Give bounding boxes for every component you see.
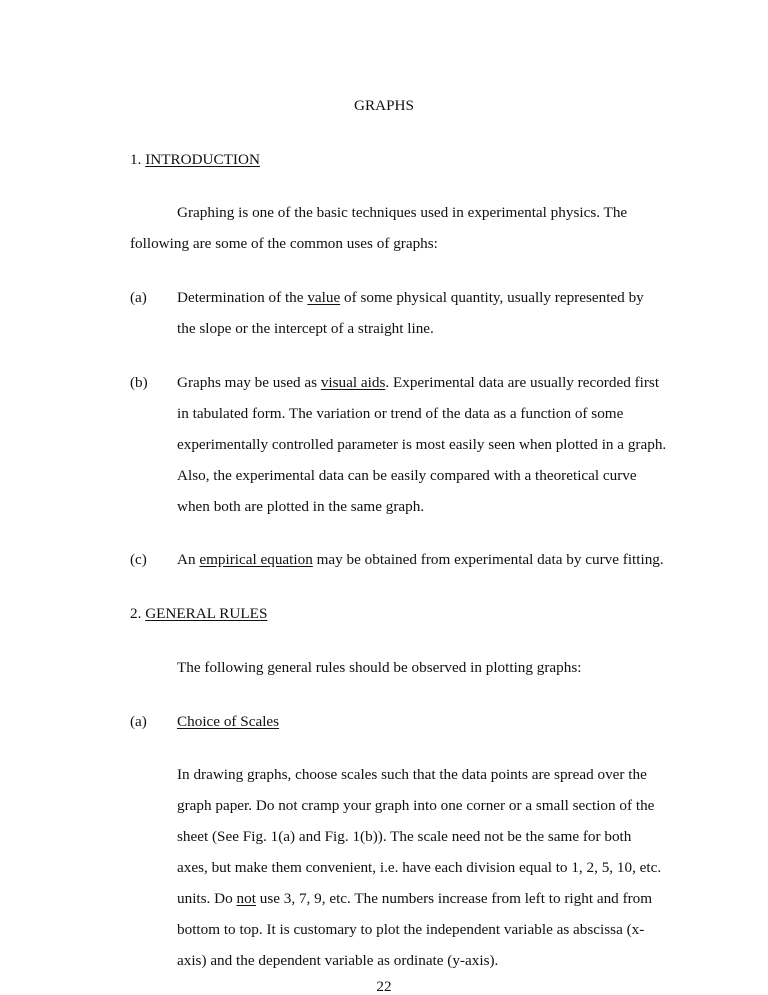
not-term: not (236, 890, 256, 907)
rule-a-line-7: axis) and the dependent variable as ordinate (y-axis). (177, 952, 499, 969)
section-1-number: 1. (130, 151, 146, 168)
value-term: value (307, 289, 341, 306)
item-a-line-1: Determination of the value of some physical quantity, usually represented by (177, 289, 644, 306)
item-a-label: (a) (130, 289, 147, 306)
rule-a-line-5: units. Do not use 3, 7, 9, etc. The numbers increase from left to right and from (177, 890, 653, 907)
section-1-heading (130, 151, 260, 169)
page-title: GRAPHS (354, 97, 414, 114)
item-b-line-3: experimentally controlled parameter is most easily seen when plotted in a graph. (177, 436, 667, 453)
intro-line-2: following are some of the common uses of graphs: (130, 235, 438, 252)
item-c-label: (c) (130, 551, 147, 568)
visual-aids-term: visual aids (320, 374, 386, 391)
rule-a-label: (a) (130, 713, 147, 730)
empirical-equation-term: empirical equation (199, 551, 313, 568)
item-a-line-2: the slope or the intercept of a straight line. (177, 320, 434, 337)
item-b-line-4: Also, the experimental data can be easily compared with a theoretical curve (177, 467, 637, 484)
page-number: 22 (376, 978, 392, 995)
rule-a-heading: Choice of Scales (177, 713, 280, 730)
item-b-line-1: Graphs may be used as visual aids. Experimental data are usually recorded first (177, 374, 660, 391)
item-b-line-2: in tabulated form. The variation or trend of the data as a function of some (177, 405, 624, 422)
item-c-line-1: An empirical equation may be obtained from experimental data by curve fitting. (177, 551, 664, 568)
rule-a-line-1: In drawing graphs, choose scales such that the data points are spread over the (177, 766, 647, 783)
section-2-number: 2. (130, 605, 146, 622)
rule-a-line-4: axes, but make them convenient, i.e. have each division equal to 1, 2, 5, 10, etc. (177, 859, 662, 876)
rules-intro: The following general rules should be observed in plotting graphs: (177, 659, 582, 676)
section-2-title: GENERAL RULES (145, 605, 268, 622)
rule-a-line-3: sheet (See Fig. 1(a) and Fig. 1(b)). The scale need not be the same for both (177, 828, 632, 845)
rule-a-line-2: graph paper. Do not cramp your graph into one corner or a small section of the (177, 797, 655, 814)
item-b-label: (b) (130, 374, 148, 391)
section-1-title: INTRODUCTION (145, 151, 260, 168)
rule-a-line-6: bottom to top. It is customary to plot the independent variable as abscissa (x- (177, 921, 645, 938)
intro-line-1: Graphing is one of the basic techniques used in experimental physics. The (177, 204, 628, 221)
section-2-heading (130, 605, 267, 623)
item-b-line-5: when both are plotted in the same graph. (177, 498, 425, 515)
